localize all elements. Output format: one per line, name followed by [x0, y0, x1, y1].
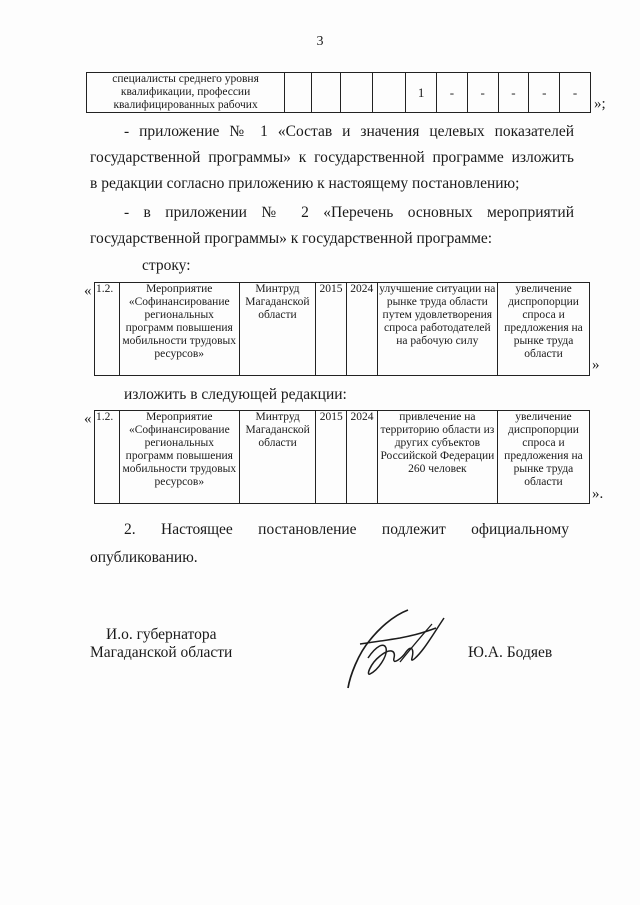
edit-intro: изложить в следующей редакции:: [124, 386, 347, 403]
table1: [94, 282, 590, 376]
table1-close-quote: »: [592, 357, 600, 373]
table1-end-year: 2024: [346, 283, 377, 376]
para3-line1: 2. Настоящее постановление подлежит официальному: [124, 521, 569, 538]
para1-line1: - приложение № 1 «Состав и значения целевых показателей: [124, 123, 574, 140]
table1-start-year: 2015: [316, 283, 347, 376]
table2: [94, 410, 590, 504]
table1-result: улучшение ситуации на рынке труда области путем удовлетворения спроса работодателей на рабочую силу: [377, 283, 498, 376]
top-table-cell: -: [529, 73, 560, 113]
table2-effect: увеличение диспропорции спроса и предложения на рынке труда области: [497, 411, 589, 504]
table2-executor: Минтруд Магаданской области: [239, 411, 316, 504]
table2-event: Мероприятие «Софинансирование региональных программ повышения мобильности трудовых ресурсов»: [119, 411, 239, 504]
top-table-label: специалисты среднего уровня квалификации, профессии квалифицированных рабочих: [87, 73, 285, 113]
top-table-cell: [340, 73, 373, 113]
top-table-cell: -: [560, 73, 591, 113]
table2-close-quote: ».: [592, 486, 604, 502]
top-table-cell: -: [437, 73, 468, 113]
table2-end-year: 2024: [347, 411, 378, 504]
row-intro: строку:: [142, 257, 191, 274]
table1-event: Мероприятие «Софинансирование региональных программ повышения мобильности трудовых ресурсов»: [119, 283, 239, 376]
para1-line3: в редакции согласно приложению к настоящему постановлению;: [90, 175, 520, 192]
para3-line2: опубликованию.: [90, 549, 198, 566]
top-table-close-quote: »;: [594, 96, 606, 112]
top-table: [86, 72, 591, 113]
table1-num: 1.2.: [95, 283, 120, 376]
table1-executor: Минтруд Магаданской области: [239, 283, 315, 376]
top-table-cell: [373, 73, 406, 113]
top-table-cell: 1: [406, 73, 437, 113]
page-number: 3: [316, 34, 324, 49]
top-table-cell: -: [467, 73, 498, 113]
table2-num: 1.2.: [95, 411, 120, 504]
table2-open-quote: «: [84, 411, 92, 427]
signature-title-line1: И.о. губернатора: [106, 626, 217, 643]
handwritten-signature-drawing: [340, 600, 450, 690]
table1-open-quote: «: [84, 283, 92, 299]
table2-result: привлечение на территорию области из других субъектов Российской Федерации 260 человек: [377, 411, 497, 504]
para1-line2: государственной программы» к государственной программе изложить: [90, 149, 574, 166]
signature-name: Ю.А. Бодяев: [468, 644, 553, 661]
para2-line1: - в приложении № 2 «Перечень основных мероприятий: [124, 204, 574, 221]
table2-start-year: 2015: [316, 411, 347, 504]
handwritten-signature: [340, 600, 450, 690]
top-table-cell: [285, 73, 312, 113]
top-table-cell: -: [498, 73, 529, 113]
table1-effect: увеличение диспропорции спроса и предложения на рынке труда области: [498, 283, 590, 376]
signature-title-line2: Магаданской области: [90, 644, 233, 661]
top-table-cell: [311, 73, 340, 113]
para2-line2: государственной программы» к государственной программе:: [90, 230, 493, 247]
